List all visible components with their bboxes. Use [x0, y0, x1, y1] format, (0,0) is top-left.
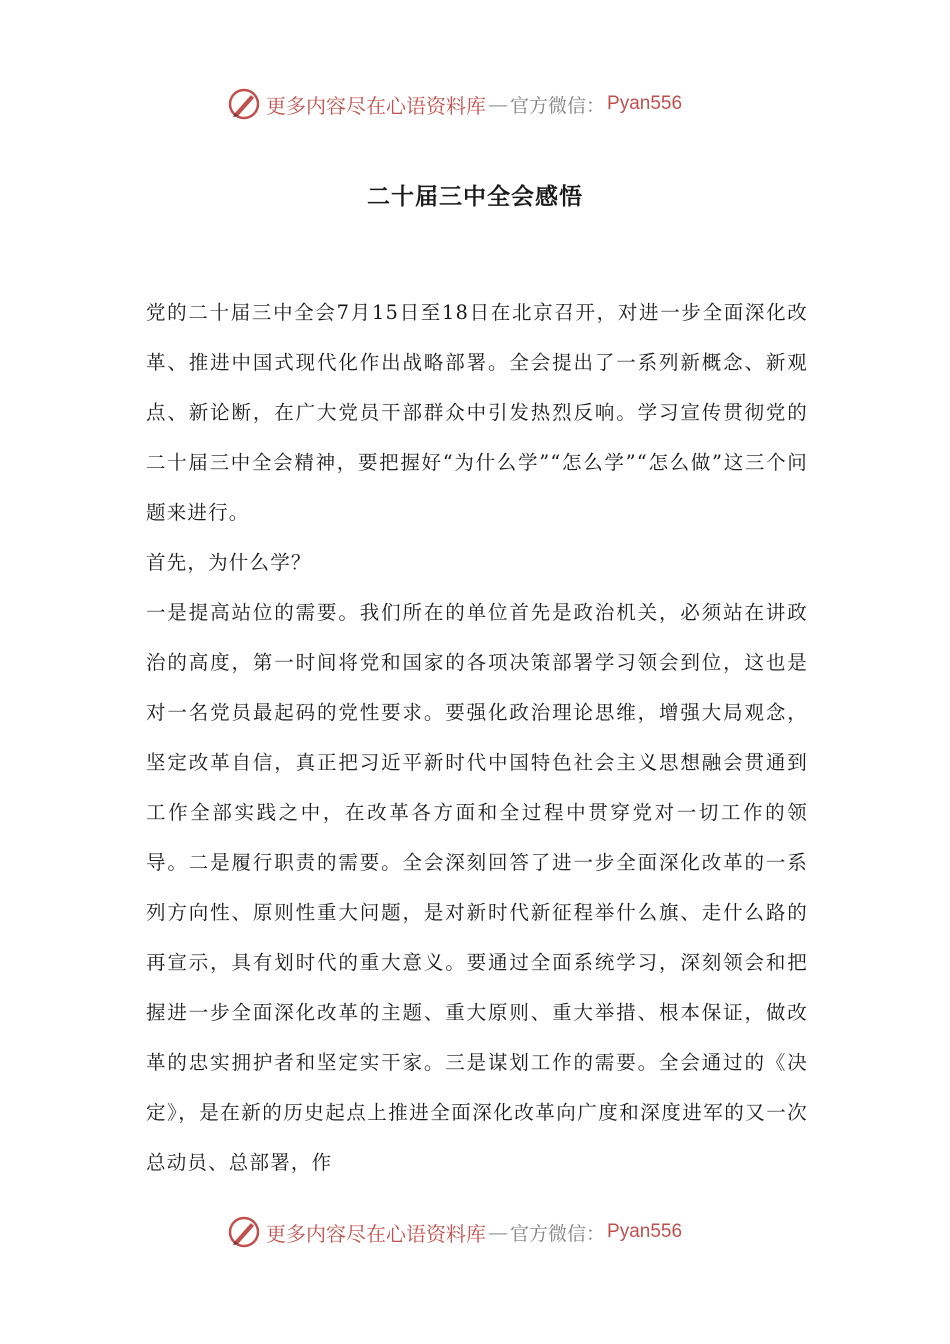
- pen-logo-icon: [226, 86, 262, 122]
- document-body: [146, 288, 808, 1188]
- footer-banner: [226, 1212, 726, 1252]
- paragraph-heading-why: 首先，为什么学？: [146, 551, 312, 574]
- banner-wechat-label: 官方微信：: [510, 1222, 606, 1245]
- paragraph-intro: 党的二十届三中全会7月15日至18日在北京召开，对进一步全面深化改革、推进中国式现代化作出战略部署。全会提出了一系列新概念、新观点、新论断，在广大党员干部群众中引发热烈反响。学习宣传贯彻党的二十届三中全会精神，要把握好“为什么学”“怎么学”“怎么做”这三个问题来进行。: [146, 301, 808, 524]
- document-title: 二十届三中全会感悟: [367, 184, 583, 210]
- banner-site-text: 更多内容尽在心语资料库: [266, 1221, 486, 1246]
- banner-separator: —: [488, 1220, 508, 1244]
- header-banner: [226, 84, 726, 124]
- banner-wechat-id: Pyan556: [607, 93, 683, 114]
- paragraph-reasons: 一是提高站位的需要。我们所在的单位首先是政治机关，必须站在讲政治的高度，第一时间将党和国家的各项决策部署学习领会到位，这也是对一名党员最起码的党性要求。要强化政治理论思维，增强大局观念，坚定改革自信，真正把习近平新时代中国特色社会主义思想融会贯通到工作全部实践之中，在改革各方面和全过程中贯穿党对一切工作的领导。二是履行职责的需要。全会深刻回答了进一步全面深化改革的一系列方向性、原则性重大问题，是对新时代新征程举什么旗、走什么路的再宣示，具有划时代的重大意义。要通过全面系统学习，深刻领会和把握进一步全面深化改革的主题、重大原则、重大举措、根本保证，做改革的忠实拥护者和坚定实干家。三是谋划工作的需要。全会通过的《决定》，是在新的历史起点上推进全面深化改革向广度和深度进军的又一次总动员、总部署，作: [146, 601, 808, 1174]
- banner-site-text: 更多内容尽在心语资料库: [266, 93, 486, 118]
- banner-wechat-label: 官方微信：: [510, 94, 606, 117]
- pen-logo-icon: [226, 1214, 262, 1250]
- banner-separator: —: [488, 92, 508, 116]
- banner-wechat-id: Pyan556: [607, 1221, 683, 1242]
